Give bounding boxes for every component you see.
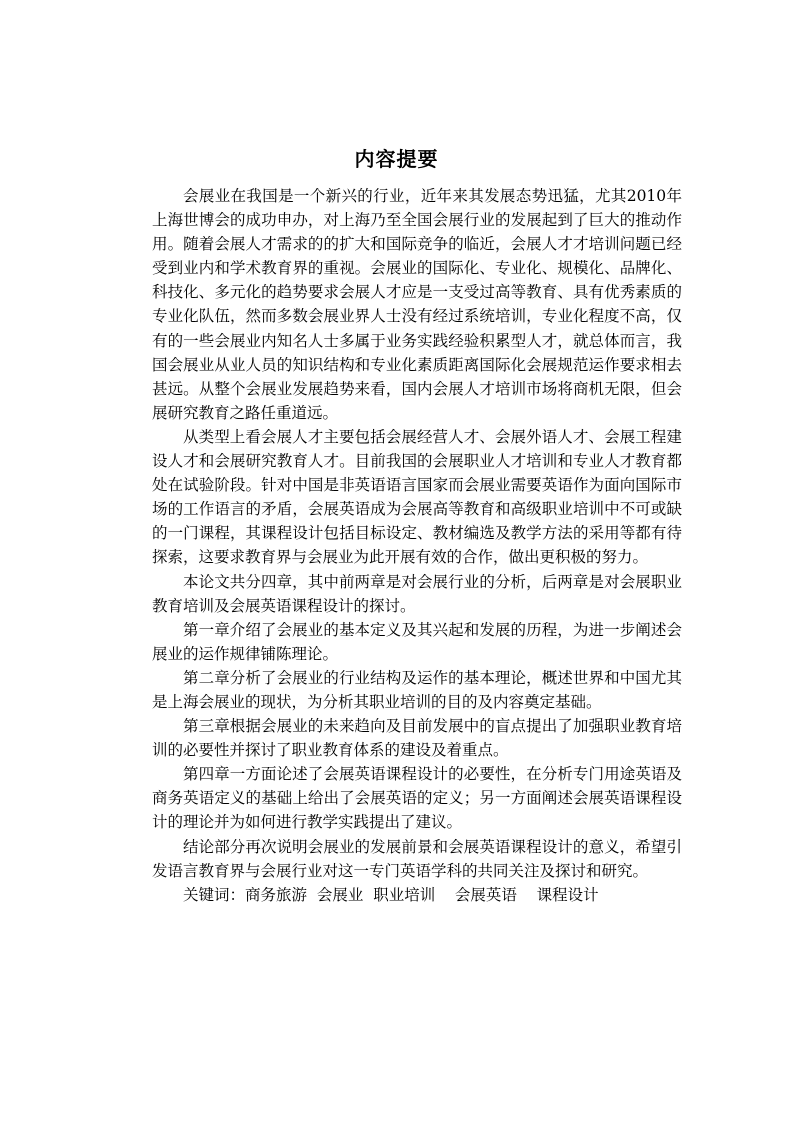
page-title: 内容提要 (354, 147, 439, 171)
paragraph-8: 结论部分再次说明会展业的发展前景和会展英语课程设计的意义，希望引发语言教育界与会展行业对这一专门英语学科的共同关注及探讨和研究。 (152, 837, 682, 880)
paragraph-5: 第二章分析了会展业的行业结构及运作的基本理论，概述世界和中国尤其是上海会展业的现状，为分析其职业培训的目的及内容奠定基础。 (152, 668, 682, 711)
paragraph-3: 本论文共分四章，其中前两章是对会展行业的分析，后两章是对会展职业教育培训及会展英语课程设计的探讨。 (152, 572, 682, 615)
paragraph-4: 第一章介绍了会展业的基本定义及其兴起和发展的历程，为进一步阐述会展业的运作规律铺陈理论。 (152, 620, 682, 663)
paragraph-7: 第四章一方面论述了会展英语课程设计的必要性，在分析专门用途英语及商务英语定义的基础上给出了会展英语的定义；另一方面阐述会展英语课程设计的理论并为如何进行教学实践提出了建议。 (152, 765, 682, 832)
paragraph-6: 第三章根据会展业的未来趋向及目前发展中的盲点提出了加强职业教育培训的必要性并探讨了职业教育体系的建设及着重点。 (152, 717, 682, 760)
paragraph-1: 会展业在我国是一个新兴的行业，近年来其发展态势迅猛，尤其2010年上海世博会的成功申办，对上海乃至全国会展行业的发展起到了巨大的推动作用。随着会展人才需求的的扩大和国际竞争的临近，会展人才才培训问题已经受到业内和学术教育界的重视。会展业的国际化、专业化、规模化、品牌化、科技化、多元化的趋势要求会展人才应是一支受过高等教育、具有优秀素质的专业化队伍，然而多数会展业界人士没有经过系统培训，专业化程度不高，仅有的一些会展业内知名人士多属于业务实践经验积累型人才，就总体而言，我国会展业从业人员的知识结构和专业化素质距离国际化会展规范运作要求相去甚远。从整个会展业发展趋势来看，国内会展人才培训市场将商机无限，但会展研究教育之路任重道远。 (152, 187, 682, 422)
paragraph-2: 从类型上看会展人才主要包括会展经营人才、会展外语人才、会展工程建设人才和会展研究教育人才。目前我国的会展职业人才培训和专业人才教育都处在试验阶段。针对中国是非英语语言国家而会展业需要英语作为面向国际市场的工作语言的矛盾，会展英语成为会展高等教育和高级职业培训中不可或缺的一门课程，其课程设计包括目标设定、教材编选及教学方法的采用等都有待探索，这要求教育界与会展业为此开展有效的合作，做出更积极的努力。 (152, 427, 682, 567)
keywords-line: 关键词：商务旅游 会展业 职业培训 会展英语 课程设计 (183, 885, 599, 904)
abstract-body (152, 184, 682, 907)
